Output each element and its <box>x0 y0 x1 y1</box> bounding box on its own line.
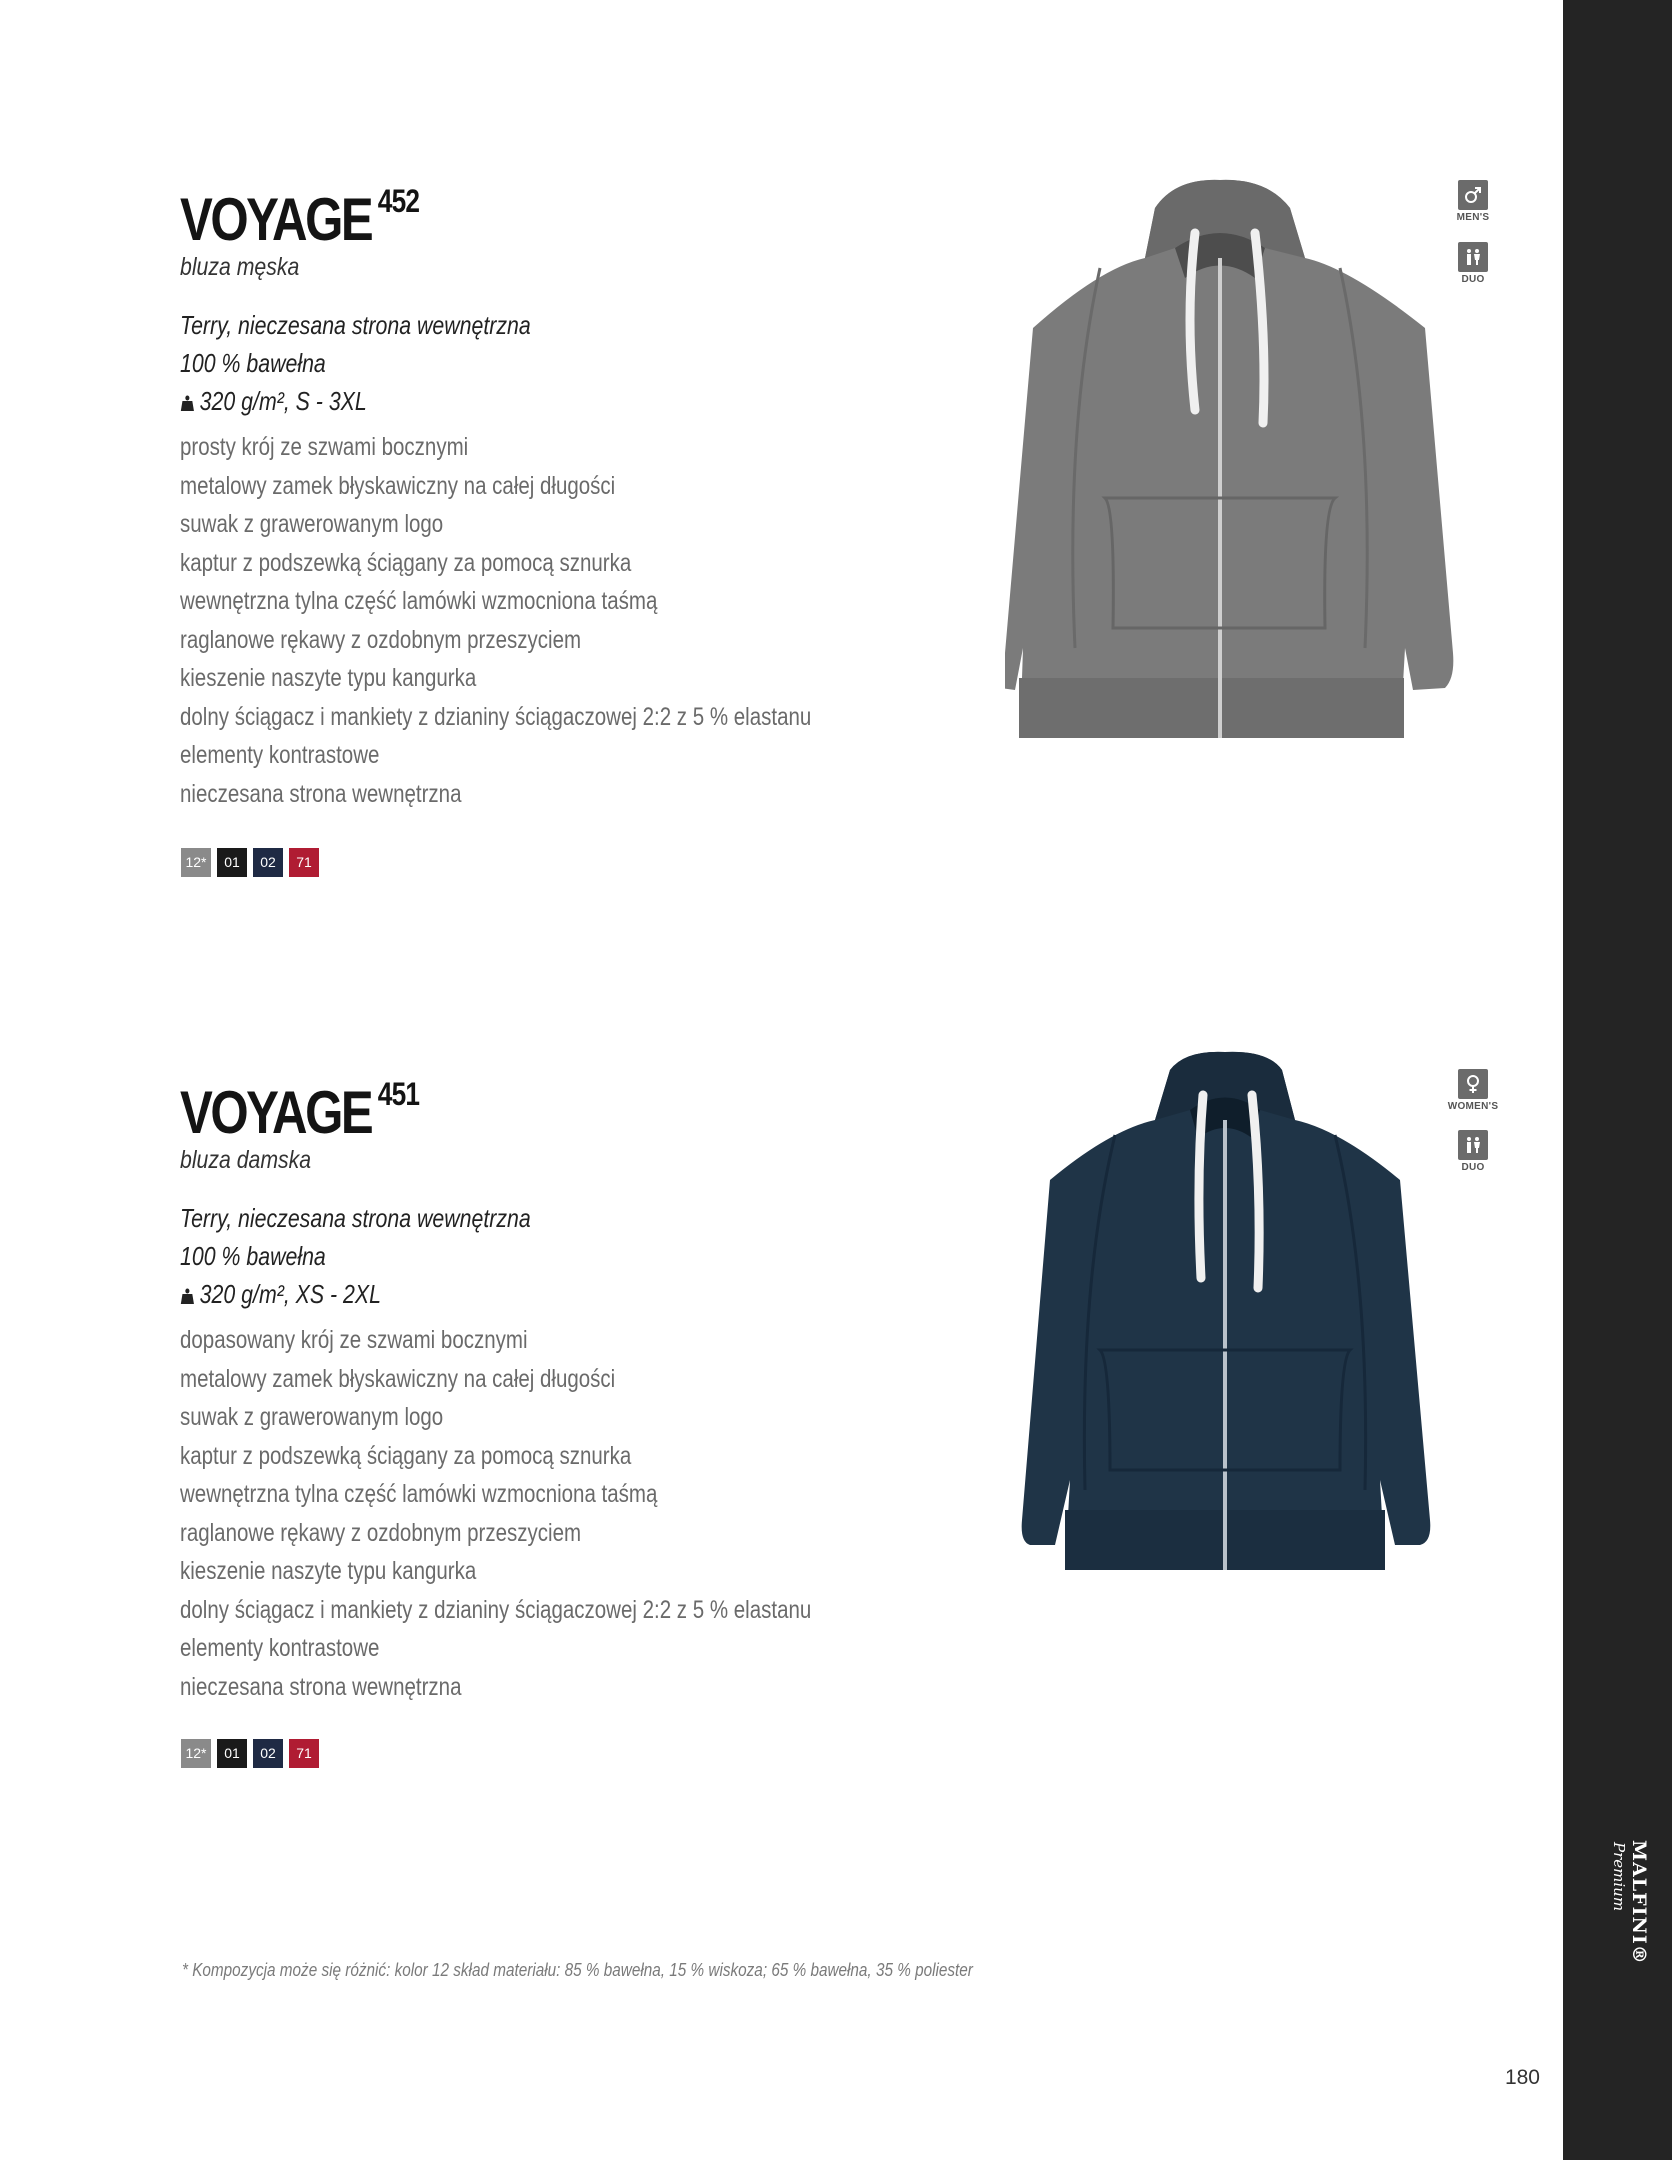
list-item: kieszenie naszyte typu kangurka <box>180 664 477 692</box>
color-swatch[interactable]: 01 <box>217 848 247 877</box>
list-item: metalowy zamek błyskawiczny na całej długości <box>180 1364 616 1393</box>
list-item: suwak z grawerowanym logo <box>180 1403 444 1431</box>
color-swatch[interactable]: 71 <box>289 1739 319 1768</box>
list-item: kieszenie naszyte typu kangurka <box>180 1557 477 1585</box>
list-item: metalowy zamek błyskawiczny na całej długości <box>180 471 616 500</box>
product-subtitle: bluza męska <box>180 253 300 281</box>
list-item: elementy kontrastowe <box>180 741 380 769</box>
list-item: nieczesana strona wewnętrzna <box>180 1672 462 1701</box>
hoodie-illustration <box>1005 180 1453 738</box>
badge-label: WOMEN'S <box>1447 1101 1499 1112</box>
product-title: VOYAGE $^{451}$ <box>180 1076 420 1146</box>
color-swatch[interactable]: 01 <box>217 1739 247 1768</box>
color-swatches <box>181 1739 319 1768</box>
list-item: raglanowe rękawy z ozdobnym przeszyciem <box>180 625 582 654</box>
list-item: wewnętrzna tylna część lamówki wzmocniona taśmą <box>180 1480 658 1508</box>
product-code: 451 <box>377 1076 420 1112</box>
color-swatch[interactable]: 12* <box>181 848 211 877</box>
brand-logo <box>1580 1840 1650 1965</box>
product-code: 452 <box>377 183 420 219</box>
badge-duo <box>1443 1130 1503 1173</box>
badge-label: MEN'S <box>1456 212 1490 223</box>
list-item: raglanowe rękawy z ozdobnym przeszyciem <box>180 1518 582 1547</box>
list-item: elementy kontrastowe <box>180 1634 380 1662</box>
male-icon <box>1458 180 1488 210</box>
feature-list <box>180 1321 900 1706</box>
composition-line: 100 % bawełna <box>180 1241 326 1271</box>
sidebar <box>1563 0 1672 2160</box>
color-swatches <box>181 848 319 877</box>
list-item: dopasowany krój ze szwami bocznymi <box>180 1326 528 1354</box>
list-item: kaptur z podszewką ściągany za pomocą sznurka <box>180 1441 632 1470</box>
product-voyage-452 <box>180 170 900 813</box>
page-number: 180 <box>1504 2066 1540 2089</box>
product-title: VOYAGE $^{452}$ <box>180 183 420 253</box>
product-specs <box>180 306 900 420</box>
product-specs <box>180 1199 900 1313</box>
weight-line: 320 g/m², XS - 2XL <box>180 1275 770 1313</box>
badge-label: DUO <box>1461 1162 1485 1173</box>
brand-name: MALFINI® <box>1628 1840 1650 1965</box>
weight-icon <box>180 1288 195 1304</box>
color-swatch[interactable]: 12* <box>181 1739 211 1768</box>
product-subtitle: bluza damska <box>180 1146 312 1174</box>
brand-subtitle: Premium <box>1610 1842 1628 1912</box>
color-swatch[interactable]: 02 <box>253 1739 283 1768</box>
product-voyage-451 <box>180 1063 900 1706</box>
list-item: dolny ściągacz i mankiety z dzianiny ściągaczowej 2:2 z 5 % elastanu <box>180 702 812 731</box>
list-item: nieczesana strona wewnętrzna <box>180 779 462 808</box>
hoodie-illustration <box>1022 1052 1431 1570</box>
female-icon <box>1458 1069 1488 1099</box>
list-item: suwak z grawerowanym logo <box>180 510 444 538</box>
color-swatch[interactable]: 71 <box>289 848 319 877</box>
product-image-voyage-451 <box>1020 1050 1432 1570</box>
badge-womens <box>1443 1069 1503 1112</box>
product-image-voyage-452 <box>1005 178 1455 738</box>
list-item: prosty krój ze szwami bocznymi <box>180 433 469 461</box>
feature-list <box>180 428 900 813</box>
fabric-line: Terry, nieczesana strona wewnętrzna <box>180 310 531 340</box>
weight-line: 320 g/m², S - 3XL <box>180 382 770 420</box>
fabric-line: Terry, nieczesana strona wewnętrzna <box>180 1203 531 1233</box>
duo-icon <box>1458 1130 1488 1160</box>
list-item: wewnętrzna tylna część lamówki wzmocniona taśmą <box>180 587 658 615</box>
badge-label: DUO <box>1461 274 1485 285</box>
list-item: dolny ściągacz i mankiety z dzianiny ściągaczowej 2:2 z 5 % elastanu <box>180 1595 812 1624</box>
composition-line: 100 % bawełna <box>180 348 326 378</box>
color-swatch[interactable]: 02 <box>253 848 283 877</box>
duo-icon <box>1458 242 1488 272</box>
weight-icon <box>180 395 195 411</box>
footnote: * Kompozycja może się różnić: kolor 12 skład materiału: 85 % bawełna, 15 % wiskoza; 65 % bawełna, 35 % poliester <box>182 1960 973 1980</box>
list-item: kaptur z podszewką ściągany za pomocą sznurka <box>180 548 632 577</box>
